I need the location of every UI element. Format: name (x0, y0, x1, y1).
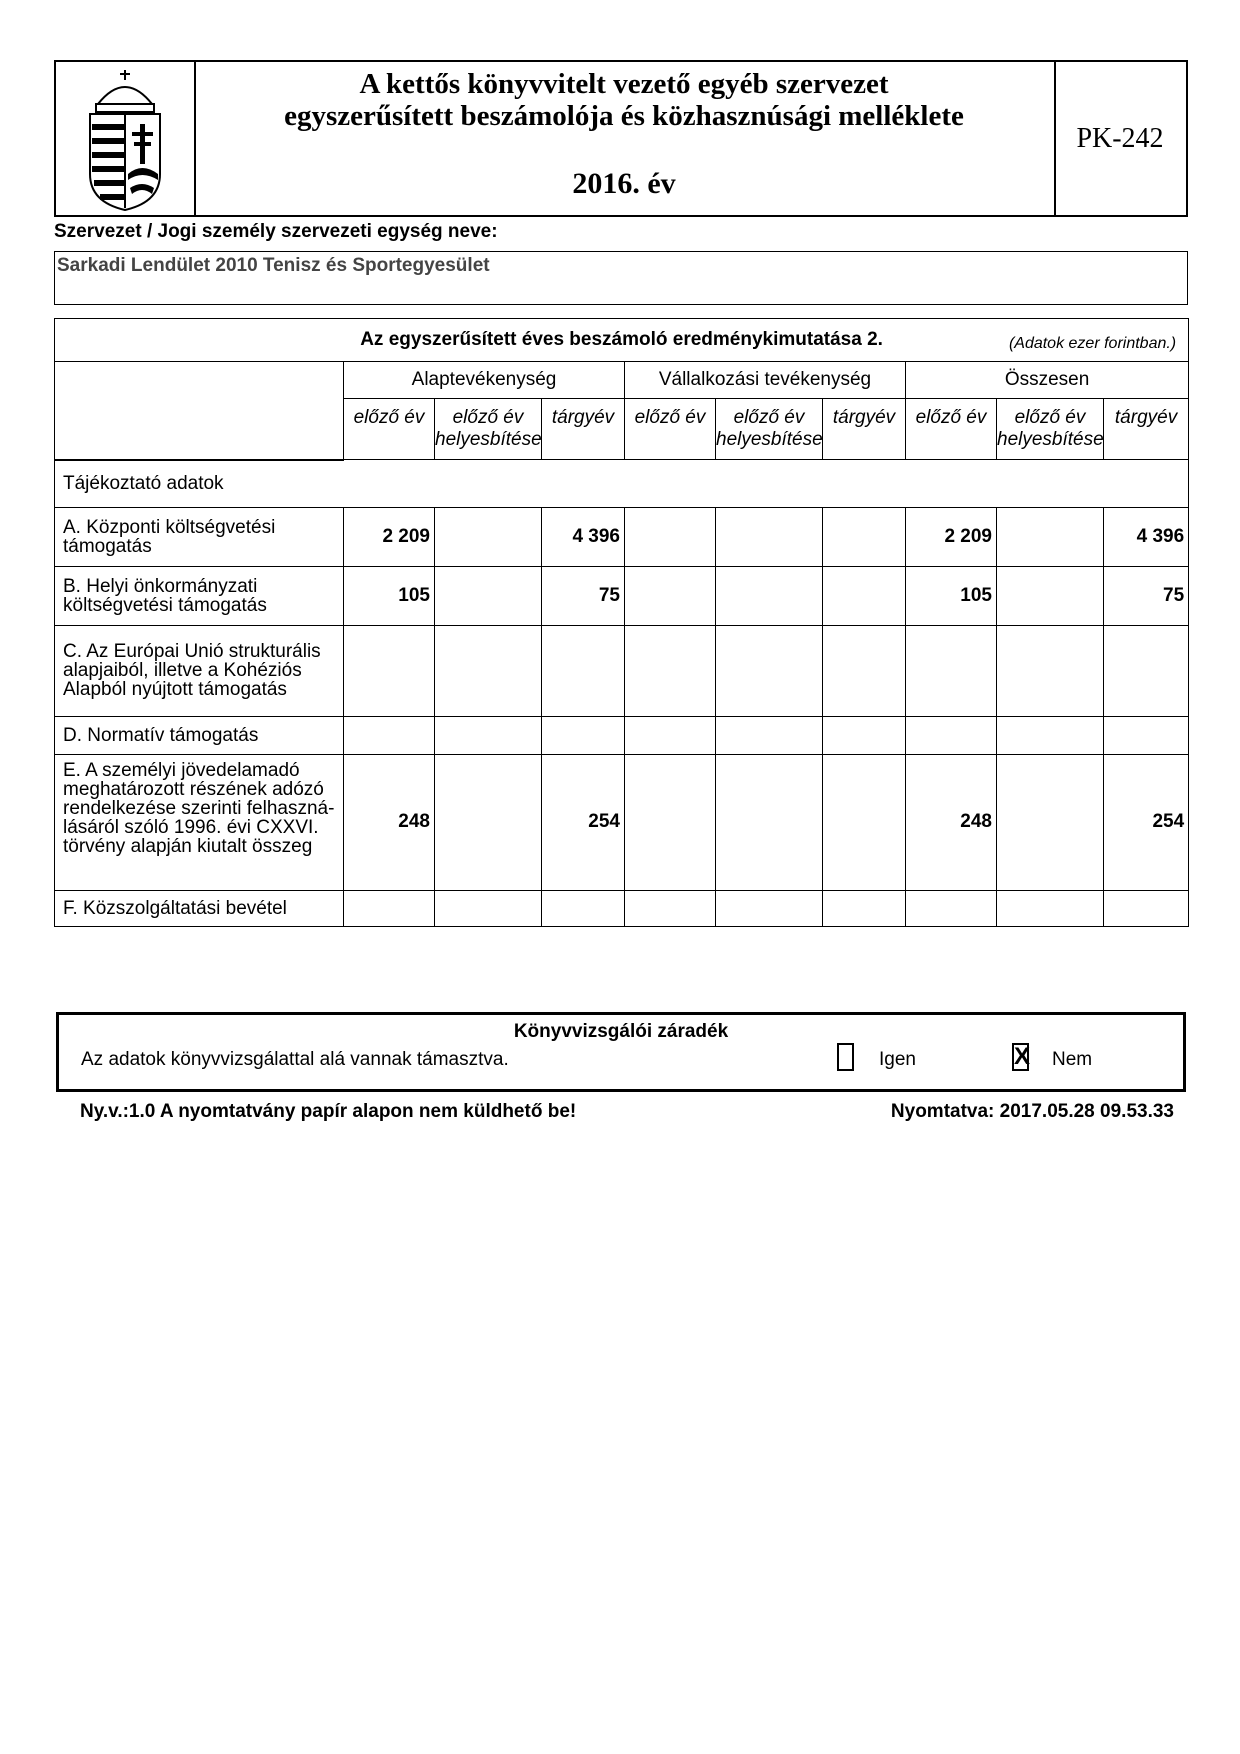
no-checkbox[interactable] (1012, 1043, 1029, 1071)
yes-label: Igen (879, 1049, 916, 1070)
value-cell[interactable] (716, 716, 823, 754)
value-cell[interactable] (435, 507, 542, 566)
value-cell[interactable]: 254 (1104, 754, 1189, 890)
value-cell[interactable] (823, 625, 906, 716)
value-cell[interactable] (625, 625, 716, 716)
value-cell[interactable]: 105 (344, 566, 435, 625)
value-cell[interactable] (716, 754, 823, 890)
form-code: PK-242 (1076, 122, 1164, 154)
subheader-prev-correction: előző év helyesbítése (716, 399, 823, 460)
value-cell[interactable] (823, 566, 906, 625)
row-label: D. Normatív támogatás (55, 716, 344, 754)
value-cell[interactable] (625, 890, 716, 926)
value-cell[interactable]: 4 396 (1104, 507, 1189, 566)
audit-statement: Az adatok könyvvizsgálattal alá vannak támasztva. (81, 1049, 509, 1070)
audit-clause-box (56, 1012, 1186, 1092)
value-cell[interactable] (823, 716, 906, 754)
row-label: A. Központi költségvetési támogatás (55, 507, 344, 566)
subheader-prev-year: előző év (906, 399, 997, 460)
subheader-prev-correction: előző év helyesbítése (435, 399, 542, 460)
value-cell[interactable] (997, 716, 1104, 754)
row-label: F. Közszolgáltatási bevétel (55, 890, 344, 926)
value-cell[interactable]: 75 (542, 566, 625, 625)
form-title-line1: A kettős könyvvitelt vezető egyéb szervezet (359, 68, 889, 100)
form-header (54, 60, 1188, 217)
table-row (55, 716, 1189, 754)
row-label: B. Helyi önkormányzati költségvetési támogatás (55, 566, 344, 625)
section-title: Tájékoztató adatok (55, 460, 1189, 508)
value-cell[interactable]: 248 (344, 754, 435, 890)
subheader-current-year: tárgyév (823, 399, 906, 460)
print-timestamp: Nyomtatva: 2017.05.28 09.53.33 (890, 1101, 1174, 1122)
value-cell[interactable] (542, 890, 625, 926)
value-cell[interactable] (1104, 716, 1189, 754)
value-cell[interactable] (435, 890, 542, 926)
value-cell[interactable] (997, 507, 1104, 566)
subheader-current-year: tárgyév (542, 399, 625, 460)
value-cell[interactable] (542, 625, 625, 716)
subheader-prev-correction: előző év helyesbítése (997, 399, 1104, 460)
income-statement-table (54, 318, 1189, 927)
value-cell[interactable] (997, 625, 1104, 716)
form-version-note: Ny.v.:1.0 A nyomtatvány papír alapon nem küldhető be! (80, 1101, 577, 1122)
value-cell[interactable] (997, 566, 1104, 625)
table-row (55, 507, 1189, 566)
value-cell[interactable] (1104, 625, 1189, 716)
title-cell (194, 62, 1056, 215)
table-row (55, 625, 1189, 716)
coat-of-arms-icon (56, 62, 194, 215)
value-cell[interactable] (823, 890, 906, 926)
organization-name-field[interactable]: Sarkadi Lendület 2010 Tenisz és Sportegyesület (54, 251, 1188, 305)
yes-checkbox[interactable] (837, 1043, 854, 1071)
value-cell[interactable]: 75 (1104, 566, 1189, 625)
value-cell[interactable]: 248 (906, 754, 997, 890)
value-cell[interactable] (344, 716, 435, 754)
table-row (55, 566, 1189, 625)
value-cell[interactable] (906, 890, 997, 926)
value-cell[interactable] (906, 716, 997, 754)
value-cell[interactable] (716, 890, 823, 926)
group-header-business: Vállalkozási tevékenység (625, 362, 906, 399)
row-label: C. Az Európai Unió strukturális alapjaiból, illetve a Kohéziós Alapból nyújtott támogatás (55, 625, 344, 716)
subheader-current-year: tárgyév (1104, 399, 1189, 460)
value-cell[interactable]: 2 209 (344, 507, 435, 566)
value-cell[interactable] (542, 716, 625, 754)
value-cell[interactable] (906, 625, 997, 716)
table-caption (55, 319, 1189, 362)
value-cell[interactable] (344, 890, 435, 926)
form-year: 2016. év (572, 167, 676, 200)
subheader-prev-year: előző év (344, 399, 435, 460)
value-cell[interactable] (997, 754, 1104, 890)
row-label: E. A személyi jövedelamadó meghatározott részének adózó rendelkezése szerinti felhaszná-lásáról szóló 1996. évi CXXVI. törvény alapján kiutalt összeg (55, 754, 344, 890)
value-cell[interactable]: 254 (542, 754, 625, 890)
no-label: Nem (1052, 1049, 1093, 1070)
value-cell[interactable] (625, 754, 716, 890)
audit-title: Könyvvizsgálói záradék (513, 1021, 729, 1042)
crest-cell (56, 62, 196, 215)
table-row (55, 754, 1189, 890)
value-cell[interactable]: 4 396 (542, 507, 625, 566)
value-cell[interactable] (435, 716, 542, 754)
value-cell[interactable] (823, 754, 906, 890)
organization-label: Szervezet / Jogi személy szervezeti egység neve: (54, 221, 498, 242)
value-cell[interactable] (625, 716, 716, 754)
value-cell[interactable] (625, 507, 716, 566)
value-cell[interactable]: 105 (906, 566, 997, 625)
group-header-basic: Alaptevékenység (344, 362, 625, 399)
unit-note: (Adatok ezer forintban.) (1008, 335, 1177, 352)
value-cell[interactable] (435, 754, 542, 890)
value-cell[interactable] (435, 566, 542, 625)
value-cell[interactable] (716, 566, 823, 625)
form-title-line2: egyszerűsített beszámolója és közhasznúsági melléklete (284, 100, 964, 132)
value-cell[interactable] (716, 625, 823, 716)
value-cell[interactable] (625, 566, 716, 625)
value-cell[interactable] (435, 625, 542, 716)
value-cell[interactable] (344, 625, 435, 716)
value-cell[interactable] (1104, 890, 1189, 926)
value-cell[interactable]: 2 209 (906, 507, 997, 566)
value-cell[interactable] (997, 890, 1104, 926)
check-mark-icon: X (1014, 1043, 1031, 1070)
value-cell[interactable] (823, 507, 906, 566)
group-header-total: Összesen (906, 362, 1189, 399)
table-row (55, 890, 1189, 926)
header-blank-cell (55, 362, 344, 460)
table-title: Az egyszerűsített éves beszámoló eredménykimutatása 2. (360, 329, 883, 350)
subheader-prev-year: előző év (625, 399, 716, 460)
value-cell[interactable] (716, 507, 823, 566)
